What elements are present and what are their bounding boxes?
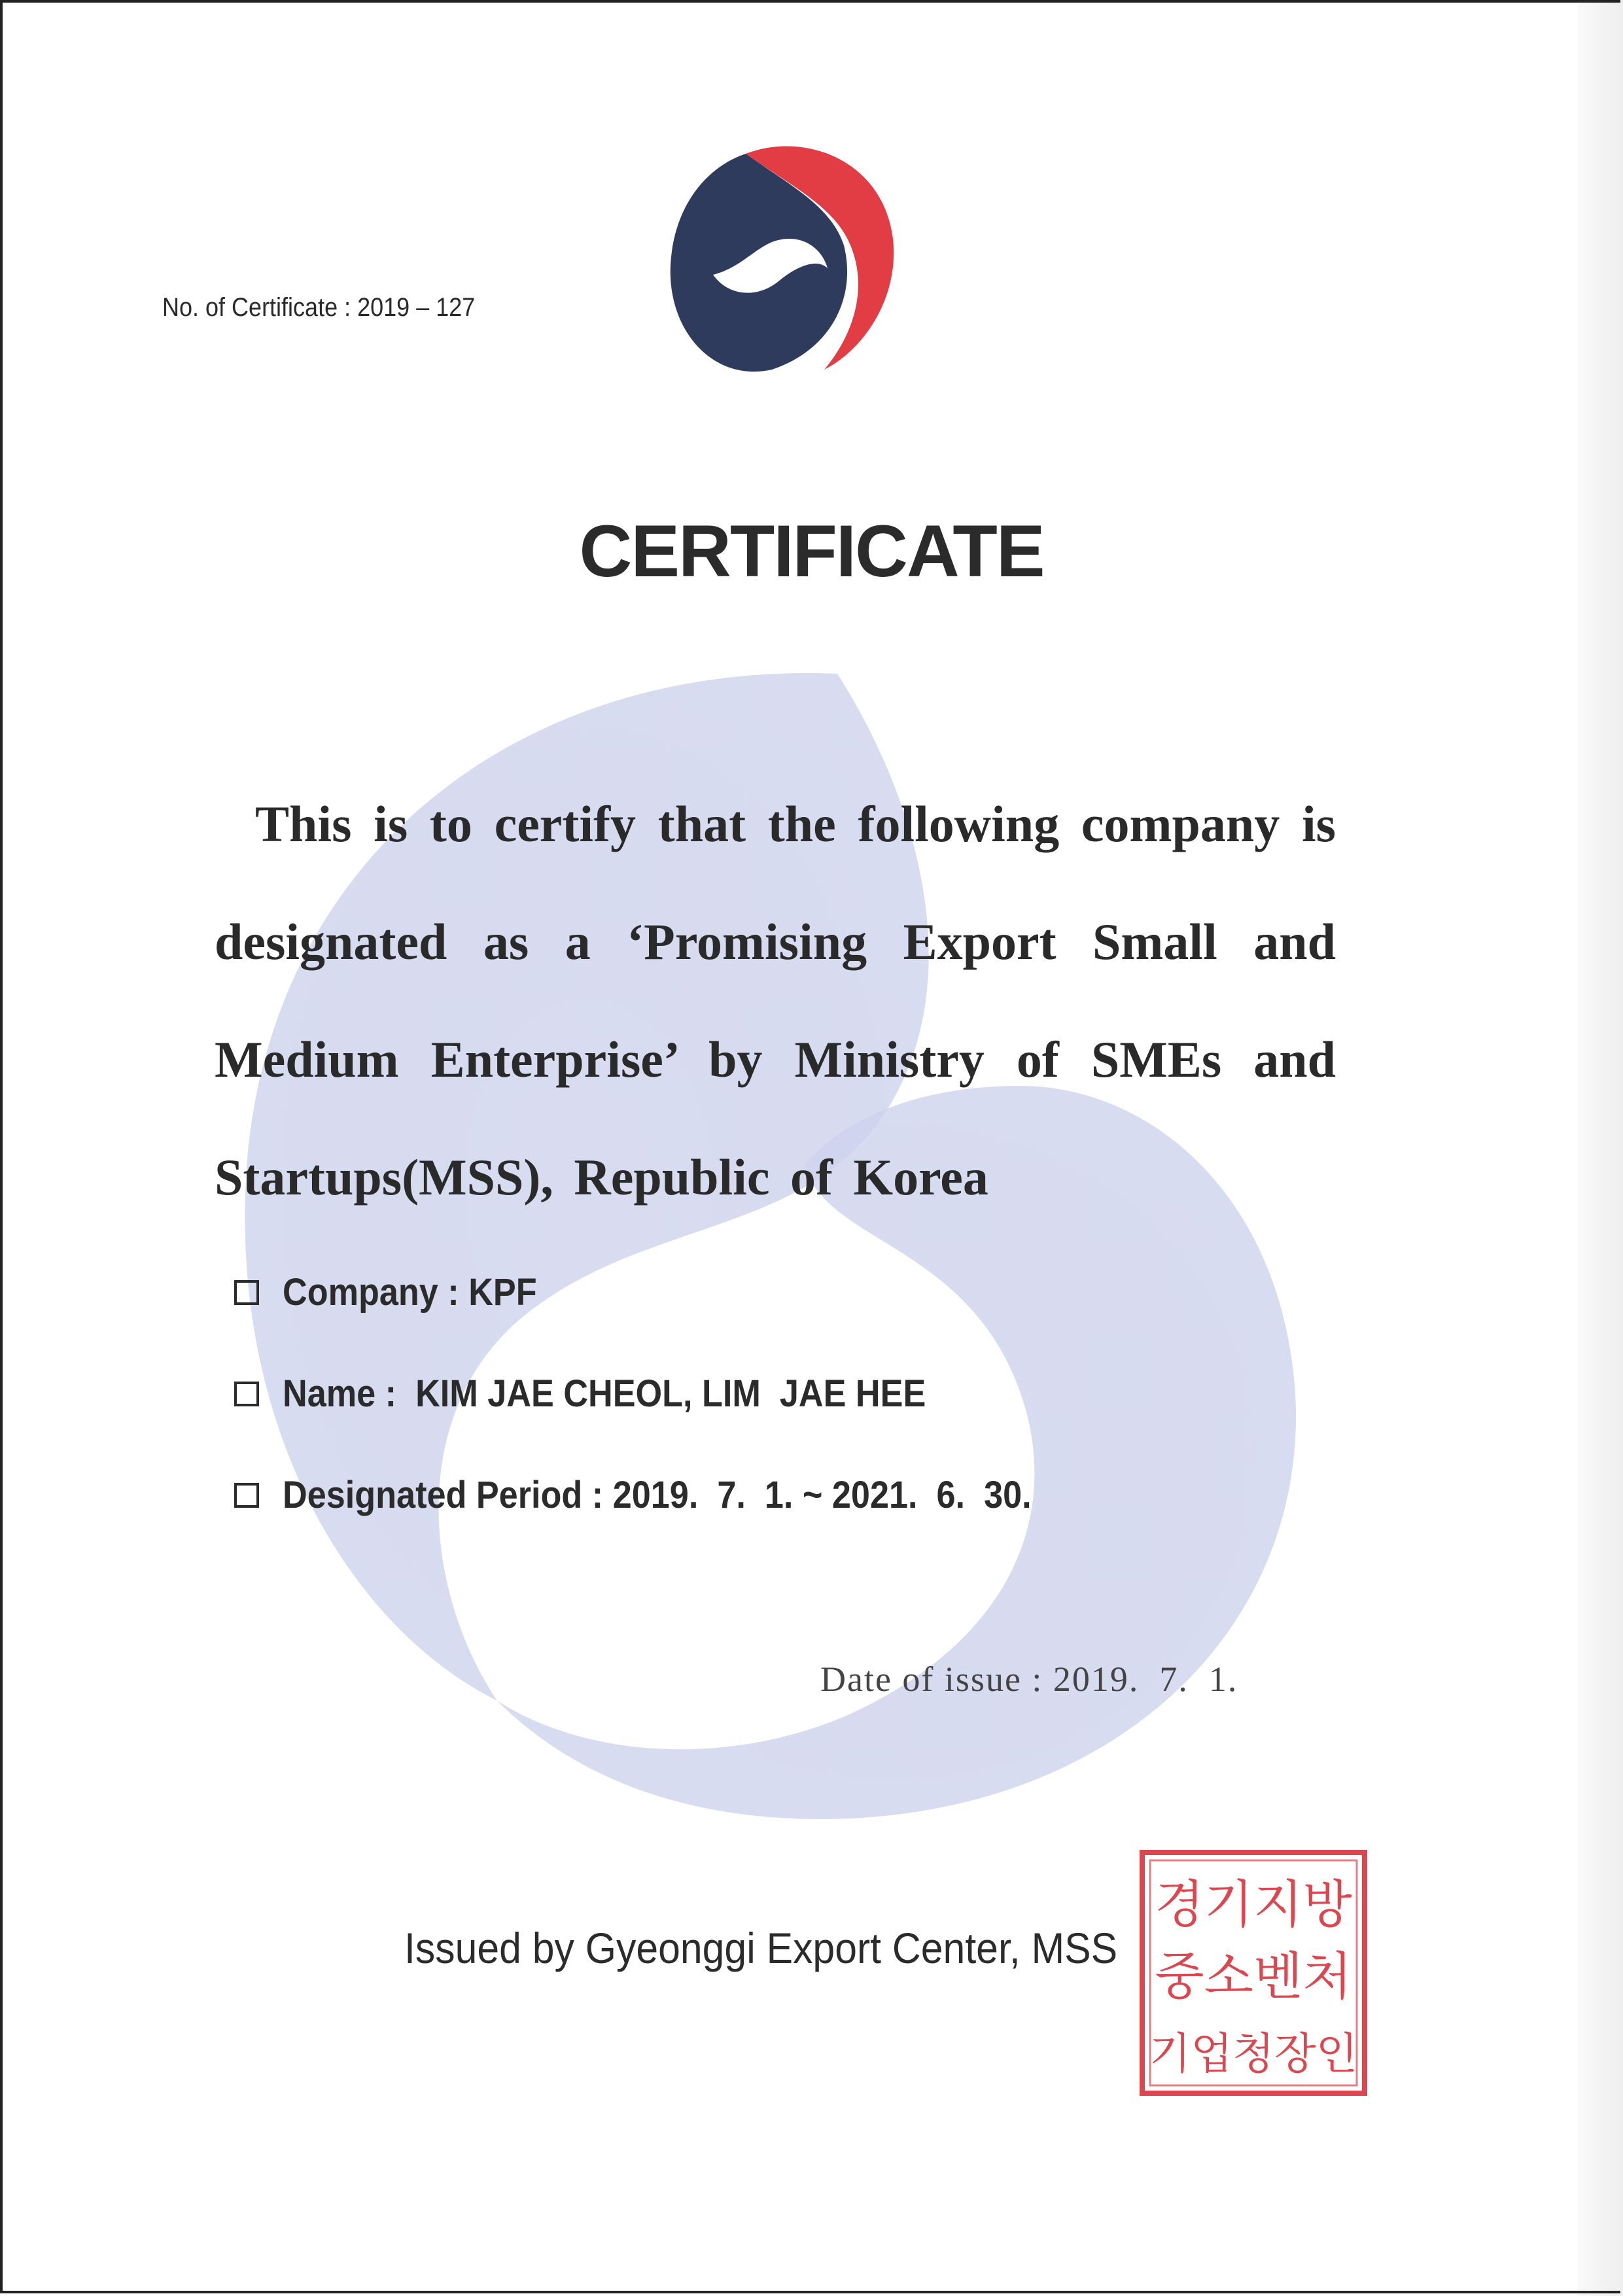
checkbox-square-icon [234, 1382, 259, 1406]
seal-line-2: 중소벤처 [1155, 1947, 1352, 2006]
date-of-issue: Date of issue : 2019. 7. 1. [820, 1660, 1238, 1699]
detail-period-text: Designated Period : 2019. 7. 1. ~ 2021. 6. 30. [283, 1474, 1032, 1516]
checkbox-square-icon [234, 1280, 259, 1305]
official-seal-stamp [1138, 1849, 1369, 2097]
seal-line-3: 기업청장인 [1149, 2028, 1358, 2079]
detail-name-text: Name : KIM JAE CHEOL, LIM JAE HEE [283, 1372, 926, 1415]
detail-period [234, 1444, 1115, 1546]
certification-statement: This is to certify that the following company is designated as a ‘Promising Export Small and Medium Enterprise’ by Ministry of SMEs and Startups(MSS), Republic of Korea [215, 795, 1336, 1206]
certificate-number: No. of Certificate : 2019 – 127 [162, 293, 476, 322]
issuer-line: Issued by Gyeonggi Export Center, MSS [404, 1924, 1118, 1972]
certificate-details [234, 1242, 1115, 1546]
seal-line-1: 경기지방 [1155, 1875, 1352, 1934]
detail-company [234, 1242, 1115, 1343]
checkbox-square-icon [234, 1483, 259, 1508]
detail-name [234, 1343, 1115, 1444]
detail-company-text: Company : KPF [283, 1271, 537, 1313]
government-emblem-icon [667, 134, 903, 376]
certificate-title: CERTIFICATE [579, 510, 1044, 592]
